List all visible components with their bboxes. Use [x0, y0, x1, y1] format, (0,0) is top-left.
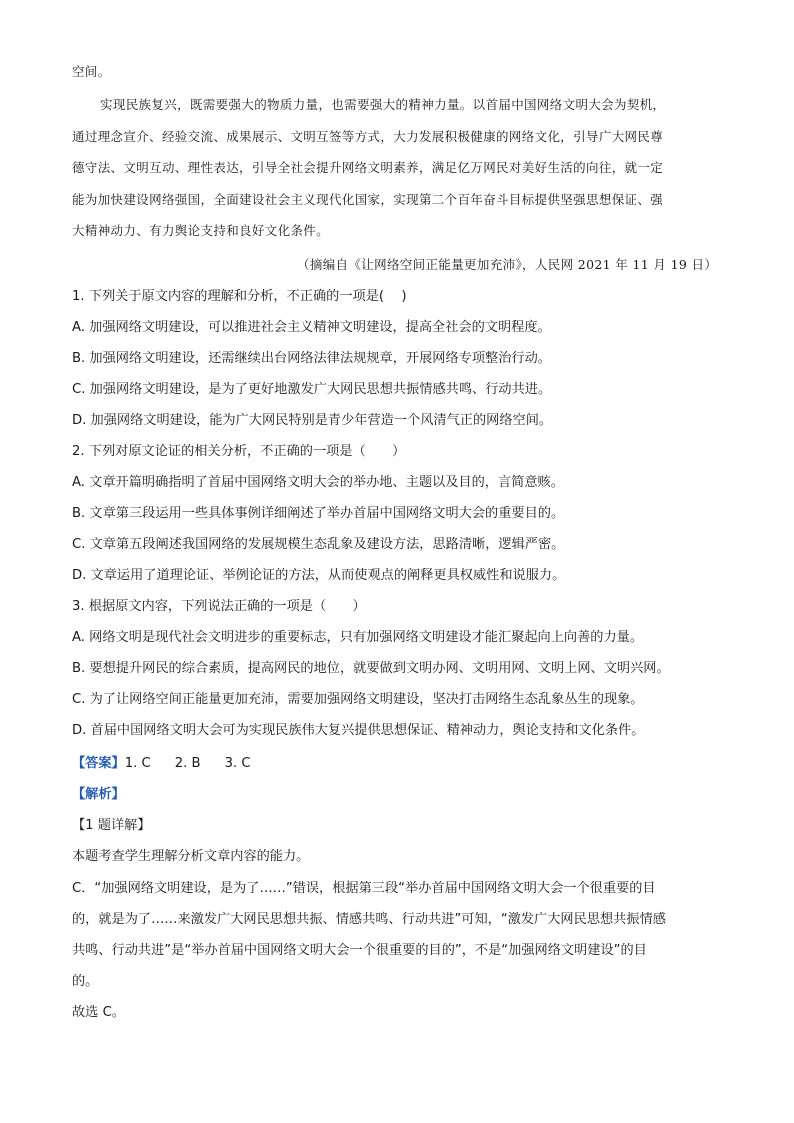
analysis-conclusion: 故选 C。 — [72, 1005, 125, 1020]
question-1-option-c: C. 加强网络文明建设，是为了更好地激发广大网民思想共振情感共鸣、行动共进。 — [72, 382, 552, 397]
analysis-line: 的。 — [72, 974, 99, 989]
answer-value: 3. C — [224, 756, 251, 771]
passage-paragraph-line: 德守法、文明互动、理性表达，引导全社会提升网络文明素养，满足亿万网民对美好生活的向往，就一定 — [72, 160, 664, 175]
passage-paragraph-line: 大精神动力、有力舆论支持和良好文化条件。 — [72, 223, 330, 238]
answer-label: 【答案】 — [72, 756, 125, 771]
passage-paragraph-line: 能为加快建设网络强国，全面建设社会主义现代化国家，实现第二个百年奋斗目标提供坚强思想保证、强 — [72, 192, 664, 207]
question-3-option-b: B. 要想提升网民的综合素质，提高网民的地位，就要做到文明办网、文明用网、文明上网、文明兴网。 — [72, 661, 670, 676]
question-2-option-a: A. 文章开篇明确指明了首届中国网络文明大会的举办地、主题以及目的，言简意赅。 — [72, 475, 564, 490]
passage-line-continued: 空间。 — [72, 64, 111, 79]
question-3-option-a: A. 网络文明是现代社会文明进步的重要标志，只有加强网络文明建设才能汇聚起向上向善的力量。 — [72, 630, 644, 645]
question-2-option-b: B. 文章第三段运用一些具体事例详细阐述了举办首届中国网络文明大会的重要目的。 — [72, 506, 565, 521]
question-2-option-d: D. 文章运用了道理论证、举例论证的方法，从而使观点的阐释更具权威性和说服力。 — [72, 568, 566, 583]
question-2-stem: 2. 下列对原文论证的相关分析，不正确的一项是（ ） — [72, 444, 406, 459]
passage-paragraph-line: 通过理念宣介、经验交流、成果展示、文明互签等方式，大力发展积极健康的网络文化，引导广大网民尊 — [72, 129, 664, 144]
question-3-option-d: D. 首届中国网络文明大会可为实现民族伟大复兴提供思想保证、精神动力，舆论支持和文化条件。 — [72, 723, 645, 738]
question-1-option-b: B. 加强网络文明建设，还需继续出台网络法律法规规章，开展网络专项整治行动。 — [72, 351, 551, 366]
analysis-line: 共鸣、行动共进”是“举办首届中国网络文明大会一个很重要的目的”，不是“加强网络文明建设”的目 — [72, 943, 647, 958]
question-1-option-d: D. 加强网络文明建设，能为广大网民特别是青少年营造一个风清气正的网络空间。 — [72, 413, 553, 428]
analysis-line: C．“加强网络文明建设，是为了……”错误，根据第三段“举办首届中国网络文明大会一个很重要的目 — [72, 881, 656, 896]
detail-title: 【1 题详解】 — [72, 818, 151, 833]
analysis-line: 本题考查学生理解分析文章内容的能力。 — [72, 849, 310, 864]
question-2-option-c: C. 文章第五段阐述我国网络的发展规模生态乱象及建设方法，思路清晰，逻辑严密。 — [72, 537, 565, 552]
analysis-label: 【解析】 — [72, 787, 125, 802]
analysis-line: 的，就是为了……来激发广大网民思想共振、情感共鸣、行动共进”可知，“激发广大网民思想共振情感 — [72, 912, 666, 927]
question-1-stem: 1. 下列关于原文内容的理解和分析，不正确的一项是( ) — [72, 289, 407, 304]
answer-value: 2. B — [174, 756, 201, 771]
question-3-stem: 3. 根据原文内容，下列说法正确的一项是（ ） — [72, 599, 366, 614]
passage-source: （摘编自《让网络空间正能量更加充沛》，人民网 2021 年 11 月 19 日） — [297, 257, 718, 272]
question-3-option-c: C. 为了让网络空间正能量更加充沛，需要加强网络文明建设，坚决打击网络生态乱象丛生的现象。 — [72, 692, 644, 707]
answer-value: 1. C — [124, 756, 151, 771]
answer-row — [72, 755, 251, 773]
question-1-option-a: A. 加强网络文明建设，可以推进社会主义精神文明建设，提高全社会的文明程度。 — [72, 320, 551, 335]
passage-paragraph-line: 实现民族复兴，既需要强大的物质力量，也需要强大的精神力量。以首届中国网络文明大会为契机， — [100, 97, 666, 112]
